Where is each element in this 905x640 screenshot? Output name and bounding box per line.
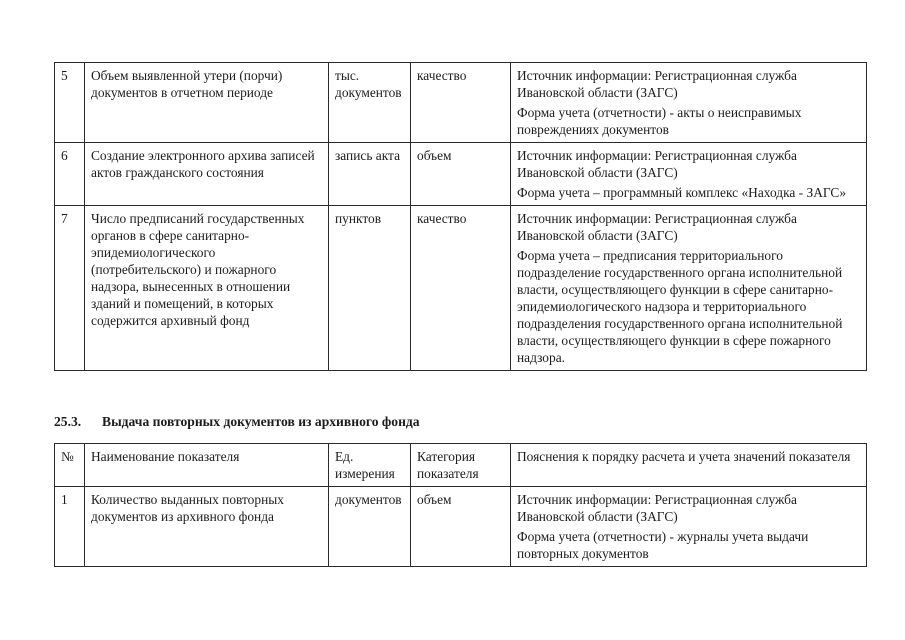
- notes-form: Форма учета – предписания территориального подразделение государственного органа исполнительной власти, осуществляющего функции в сфере санитарно-эпидемиологического надзора и территориального подразделения государственного органа исполнительной власти, осуществляющего функции в сфере пожарного надзора.: [517, 248, 843, 365]
- notes-source: Источник информации: Регистрационная служба Ивановской области (ЗАГС): [517, 492, 797, 524]
- table-row: [55, 143, 867, 206]
- table-row: [55, 206, 867, 371]
- indicator-unit: тыс. документов: [329, 63, 411, 143]
- indicator-unit: пунктов: [329, 206, 411, 371]
- indicator-category: объем: [411, 487, 511, 567]
- indicators-table-continued: [54, 62, 867, 371]
- notes-form: Форма учета (отчетности) - журналы учета выдачи повторных документов: [517, 529, 809, 561]
- notes-source: Источник информации: Регистрационная служба Ивановской области (ЗАГС): [517, 68, 797, 100]
- indicator-category: качество: [411, 63, 511, 143]
- row-number: 5: [55, 63, 85, 143]
- notes-source: Источник информации: Регистрационная служба Ивановской области (ЗАГС): [517, 148, 797, 180]
- indicator-unit: запись акта: [329, 143, 411, 206]
- table-row: [55, 487, 867, 567]
- indicator-category: объем: [411, 143, 511, 206]
- indicator-notes: [511, 143, 867, 206]
- notes-source: Источник информации: Регистрационная служба Ивановской области (ЗАГС): [517, 211, 797, 243]
- header-category: Категория показателя: [411, 444, 511, 487]
- header-number: №: [55, 444, 85, 487]
- table-row: [55, 63, 867, 143]
- section-title: Выдача повторных документов из архивного фонда: [102, 414, 420, 429]
- indicator-unit: документов: [329, 487, 411, 567]
- indicator-notes: [511, 206, 867, 371]
- indicator-category: качество: [411, 206, 511, 371]
- header-unit: Ед. измерения: [329, 444, 411, 487]
- section-number: 25.3.: [54, 414, 82, 429]
- notes-form: Форма учета – программный комплекс «Находка - ЗАГС»: [517, 185, 847, 200]
- row-number: 6: [55, 143, 85, 206]
- header-name: Наименование показателя: [85, 444, 329, 487]
- indicator-name: Количество выданных повторных документов из архивного фонда: [85, 487, 329, 567]
- reissued-documents-table: [54, 443, 867, 567]
- header-notes: Пояснения к порядку расчета и учета значений показателя: [511, 444, 867, 487]
- table-header-row: [55, 444, 867, 487]
- indicator-notes: [511, 63, 867, 143]
- row-number: 1: [55, 487, 85, 567]
- section-heading: [54, 414, 420, 430]
- indicator-notes: [511, 487, 867, 567]
- notes-form: Форма учета (отчетности) - акты о неисправимых повреждениях документов: [517, 105, 802, 137]
- row-number: 7: [55, 206, 85, 371]
- indicator-name: Число предписаний государственных органов в сфере санитарно-эпидемиологического (потребительского) и пожарного надзора, вынесенных в отношении зданий и помещений, в которых содержится архивный фонд: [85, 206, 329, 371]
- indicator-name: Объем выявленной утери (порчи) документов в отчетном периоде: [85, 63, 329, 143]
- indicator-name: Создание электронного архива записей актов гражданского состояния: [85, 143, 329, 206]
